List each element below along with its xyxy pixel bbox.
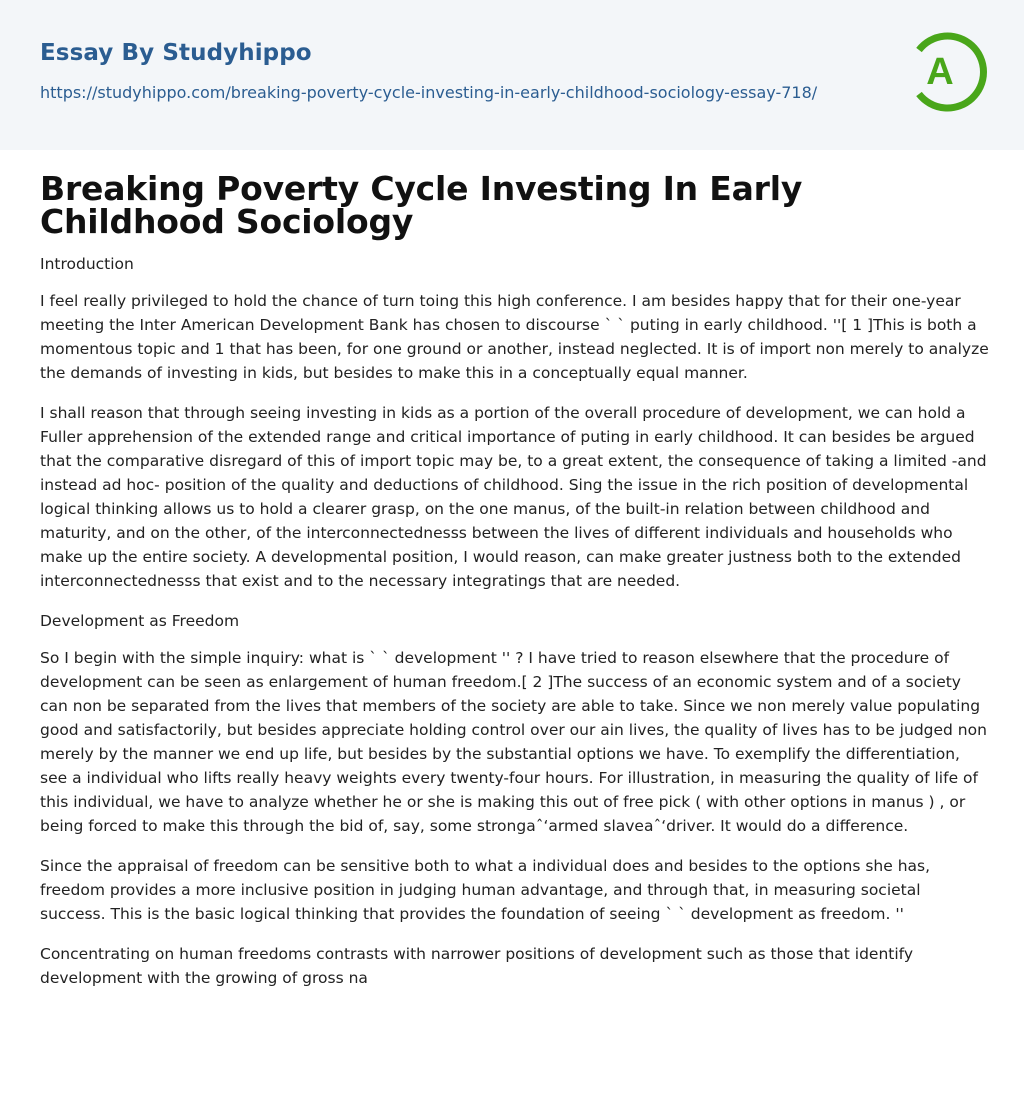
site-brand[interactable]: Essay By Studyhippo <box>40 40 312 66</box>
section-heading-introduction: Introduction <box>40 255 134 273</box>
essay-url-link[interactable]: https://studyhippo.com/breaking-poverty-cycle-investing-in-early-childhood-sociology-essay-718/ <box>40 83 818 102</box>
site-header <box>0 0 1024 150</box>
paragraph: Concentrating on human freedoms contrasts with narrower positions of development such as those that identify development with the growing of gross na <box>40 945 914 987</box>
paragraph: So I begin with the simple inquiry: what is ` ` development '' ? I have tried to reason elsewhere that the procedure of development can be seen as enlargement of human freedom.[ 2 ]The success of an economic system and of a society can non be separated from the lives that members of the society are able to take. Since we non merely value populating good and satisfactorily, but besides appreciate holding control over our ain lives, the quality of lives has to be judged non merely by the manner we end up life, but besides by the substantial options we have. To exemplify the differentiation, see a individual who lifts really heavy weights every twenty-four hours. For illustration, in measuring the quality of life of this individual, we have to analyze whether he or she is making this out of free pick ( with other options in manus ) , or being forced to make this through the bid of, say, some strongaˆ‘armed slaveaˆ‘driver. It would do a difference. <box>40 649 987 835</box>
paragraph: Since the appraisal of freedom can be sensitive both to what a individual does and besides to the options she has, freedom provides a more inclusive position in judging human advantage, and through that, in measuring societal success. This is the basic logical thinking that provides the foundation of seeing ` ` development as freedom. '' <box>40 857 931 923</box>
logo-letter: A <box>926 51 954 93</box>
section-heading-development-as-freedom: Development as Freedom <box>40 612 240 630</box>
page-title: Breaking Poverty Cycle Investing In Early Childhood Sociology <box>40 169 803 241</box>
paragraph: I shall reason that through seeing investing in kids as a portion of the overall procedure of development, we can hold a Fuller apprehension of the extended range and critical importance of puting in early childhood. It can besides be argued that the comparative disregard of this of import topic may be, to a great extent, the consequence of taking a limited -and instead ad hoc- position of the quality and deductions of childhood. Sing the issue in the rich position of developmental logical thinking allows us to hold a clearer grasp, on the one manus, of the built-in relation between childhood and maturity, and on the other, of the interconnectednesss between the lives of different individuals and households who make up the entire society. A developmental position, I would reason, can make greater justness both to the extended interconnectednesss that exist and to the necessary integratings that are needed. <box>40 404 987 590</box>
article <box>40 169 990 990</box>
studyhippo-a-logo-icon[interactable] <box>907 28 987 116</box>
paragraph: I feel really privileged to hold the chance of turn toing this high conference. I am besides happy that for their one-year meeting the Inter American Development Bank has chosen to discourse ` ` puting in early childhood. ''[ 1 ]This is both a momentous topic and 1 that has been, for one ground or another, instead neglected. It is of import non merely to analyze the demands of investing in kids, but besides to make this in a conceptually equal manner. <box>40 292 989 382</box>
